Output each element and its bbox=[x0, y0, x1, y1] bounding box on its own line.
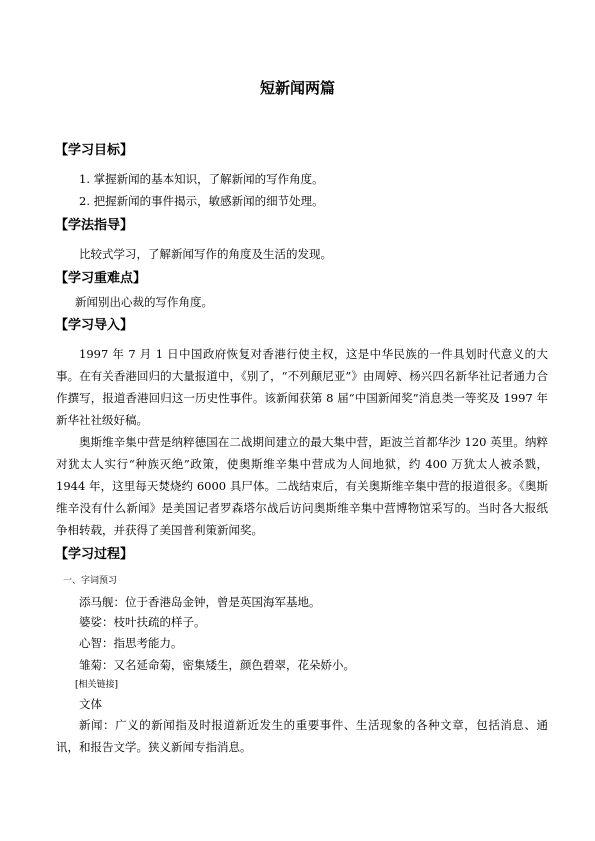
vocab-item-4: 雏菊：又名延命菊，密集矮生，颜色碧翠，花朵娇小。 bbox=[79, 658, 355, 672]
key-heading: 【学习重难点】 bbox=[55, 271, 147, 286]
related-link-label: [相关链接] bbox=[75, 680, 119, 690]
news-definition-block bbox=[56, 714, 548, 758]
vocab-item-3: 心智：指思考能力。 bbox=[79, 636, 183, 650]
key-text: 新闻别出心裁的写作角度。 bbox=[75, 295, 213, 309]
intro-body bbox=[56, 343, 548, 541]
vocab-item-2: 婆娑：枝叶扶疏的样子。 bbox=[79, 615, 206, 629]
process-subheading: 一、字词预习 bbox=[63, 576, 118, 586]
goal-item-2: 2. 把握新闻的事件揭示，敏感新闻的细节处理。 bbox=[79, 194, 324, 208]
method-text: 比较式学习，了解新闻写作的角度及生活的发现。 bbox=[79, 247, 332, 261]
vocab-item-1: 添马舰：位于香港岛金钟，曾是英国海军基地。 bbox=[79, 595, 321, 609]
document-title: 短新闻两篇 bbox=[259, 79, 335, 97]
method-heading: 【学法指导】 bbox=[55, 218, 134, 233]
process-heading: 【学习过程】 bbox=[55, 547, 134, 562]
intro-heading: 【学习导入】 bbox=[55, 318, 134, 333]
intro-paragraph-1: 1997 年 7 月 1 日中国政府恢复对香港行使主权，这是中华民族的一件具划时代意义的大事。在有关香港回归的大量报道中，《别了，“不列颠尼亚”》由周婷、杨兴四名新华社记者通力合作撰写，报道香港回归这一历史性事件。该新闻获第 8 届“中国新闻奖”消息类一等奖及 1997 年新华社社级好稿。 bbox=[56, 347, 548, 427]
news-definition: 新闻：广义的新闻指及时报道新近发生的重要事件、生活现象的各种文章，包括消息、通讯，和报告文学。狭义新闻专指消息。 bbox=[56, 718, 548, 754]
goal-item-1: 1. 掌握新闻的基本知识，了解新闻的写作角度。 bbox=[79, 172, 324, 186]
intro-paragraph-2: 奥斯维辛集中营是纳粹德国在二战期间建立的最大集中营，距波兰首都华沙 120 英里。纳粹对犹太人实行“种族灭绝”政策，使奥斯维辛集中营成为人间地狱，约 400 万犹太人被杀戮，1944 年，这里每天焚烧约 6000 具尸体。二战结束后，有关奥斯维辛集中营的报道很多。《奥斯维辛没有什么新闻》是美国记者罗森塔尔战后访问奥斯维辛集中营博物馆采写的。当时各大报纸争相转载，并获得了美国普利策新闻奖。 bbox=[56, 435, 548, 537]
goals-heading: 【学习目标】 bbox=[55, 143, 134, 158]
genre-label: 文体 bbox=[79, 697, 102, 711]
